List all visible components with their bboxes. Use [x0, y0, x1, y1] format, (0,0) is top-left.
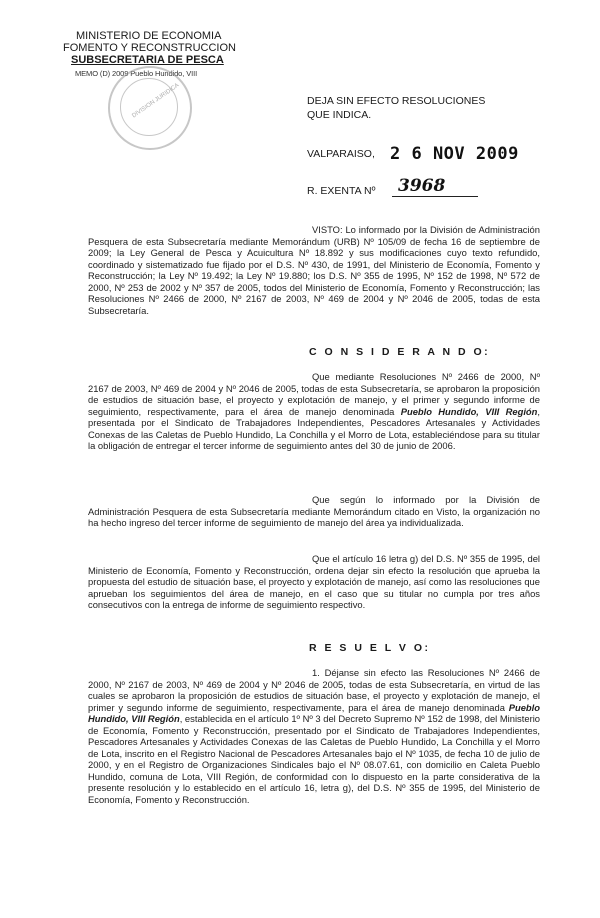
- subsecretaria-name: SUBSECRETARIA DE PESCA: [71, 54, 224, 66]
- ministry-name: MINISTERIO DE ECONOMIA: [76, 30, 222, 42]
- area-name-emphasis: Pueblo Hundido, VIII Región: [400, 405, 538, 417]
- considerando-1-text-cont: , presentada por el Sindicato de Trabajadores Independientes, Pescadores Artesanales y Actividades Conexas de las Caletas de Pueblo Hundido, La Conchilla y el Morro de Lota, estableciéndose para su titular la obligación de entregar el tercer informe de seguimiento antes del 30 de junio de 2006.: [88, 405, 540, 451]
- resuelvo-paragraph-1: [88, 667, 540, 805]
- considerando-paragraph-1: [88, 371, 540, 452]
- document-subject: DEJA SIN EFECTO RESOLUCIONES QUE INDICA.: [307, 95, 486, 121]
- exenta-label: R. EXENTA Nº: [307, 185, 376, 197]
- exenta-underline: [392, 196, 478, 197]
- place-label: VALPARAISO,: [307, 148, 375, 160]
- considerando-heading: C O N S I D E R A N D O:: [309, 346, 491, 358]
- visto-text: Lo informado por la División de Administración Pesquera de esta Subsecretaría mediante Memorándum (URB) Nº 105/09 de fecha 16 de septiembre de 2009; la Ley General de Pesca y Acuicultura Nº 18.892 y sus modificaciones cuyo texto refundido, coordinado y sistematizado fue fijado por el D.S. Nº 430, de 1991, del Ministerio de Economía, Fomento y Reconstrucción; la Ley Nº 19.492; la Ley Nº 19.880; los D.S. Nº 355 de 1995, Nº 152 de 1998, Nº 572 de 2000, Nº 253 de 2002 y Nº 357 de 2005, todos del Ministerio de Economía, Fomento y Reconstrucción; las Resoluciones Nº 2466 de 2000, Nº 2167 de 2003, Nº 469 de 2004 y Nº 2046 de 2005, todas de esta Subsecretaría.: [88, 224, 540, 316]
- resuelvo-heading: R E S U E L V O:: [309, 642, 431, 654]
- considerando-paragraph-2: Que según lo informado por la División de Administración Pesquera de esta Subsecretaría mediante Memorándum citado en Visto, la organización no ha hecho ingreso del tercer informe de seguimiento de manejo del área ya individualizada.: [88, 494, 540, 528]
- considerando-1-text: Que mediante Resoluciones Nº 2466 de 2000, Nº 2167 de 2003, Nº 469 de 2004 y Nº 2046 de 2005, todas de esta Subsecretaría, se aprobaron la proposición de estudios de situación base, el proyecto y explotación de manejo, y el primer y segundo informe de seguimiento, respectivamente, para el área de manejo denominada: [88, 371, 540, 417]
- ministry-subtitle: FOMENTO Y RECONSTRUCCION: [63, 42, 236, 54]
- resuelvo-1-text: 1. Déjanse sin efecto las Resoluciones Nº 2466 de 2000, Nº 2167 de 2003, Nº 469 de 2004 y Nº 2046 de 2005, todas de esta Subsecretaría, en virtud de las cuales se aprobaron la proposición de estudios de situación base, el proyecto y explotación de manejo, el primer y segundo informe de seguimiento, respectivamente, para el área de manejo denominada: [88, 667, 540, 713]
- division-stamp: [108, 66, 192, 150]
- visto-paragraph: [88, 224, 540, 316]
- stamp-text: DIVISION JURIDICA: [131, 82, 181, 120]
- resuelvo-area-emphasis: Pueblo Hundido, VIII Región: [88, 701, 540, 724]
- memo-reference: MEMO (D) 2009 Pueblo Hundido, VIII: [75, 69, 198, 78]
- visto-lead: VISTO:: [312, 224, 343, 235]
- date-stamp: 2 6 NOV 2009: [390, 144, 519, 164]
- exenta-number: 3968: [398, 176, 446, 196]
- resuelvo-1-text-cont: , establecida en el artículo 1º Nº 3 del Decreto Supremo Nº 152 de 1998, del Ministerio de Economía, Fomento y Reconstrucción, presentado por el Sindicato de Trabajadores Independientes, Pescadores Artesanales y Actividades Conexas de las Caletas de Pueblo Hundido, La Conchilla y el Morro de Lota, inscrito en el Registro Nacional de Pescadores Artesanales bajo el Nº 1035, de fecha 10 de julio de 2000, y en el Registro de Organizaciones Sindicales bajo el Nº 08.07.61, con domicilio en Caleta Pueblo Hundido, comuna de Lota, VIII Región, de conformidad con lo dispuesto en la parte considerativa de la presente resolución y lo establecido en el artículo 16, letra g), del D.S. Nº 355 de 1995, del Ministerio de Economía, Fomento y Reconstrucción.: [88, 713, 540, 805]
- considerando-paragraph-3: Que el artículo 16 letra g) del D.S. Nº 355 de 1995, del Ministerio de Economía, Fomento y Reconstrucción, ordena dejar sin efecto la resolución que aprueba la propuesta del estudio de situación base, el proyecto y explotación de manejo, así como las resoluciones que aprueban los seguimientos del área de manejo, en el caso que su titular no cumpla por tres años consecutivos con la entrega de informe de seguimiento respectivo.: [88, 553, 540, 610]
